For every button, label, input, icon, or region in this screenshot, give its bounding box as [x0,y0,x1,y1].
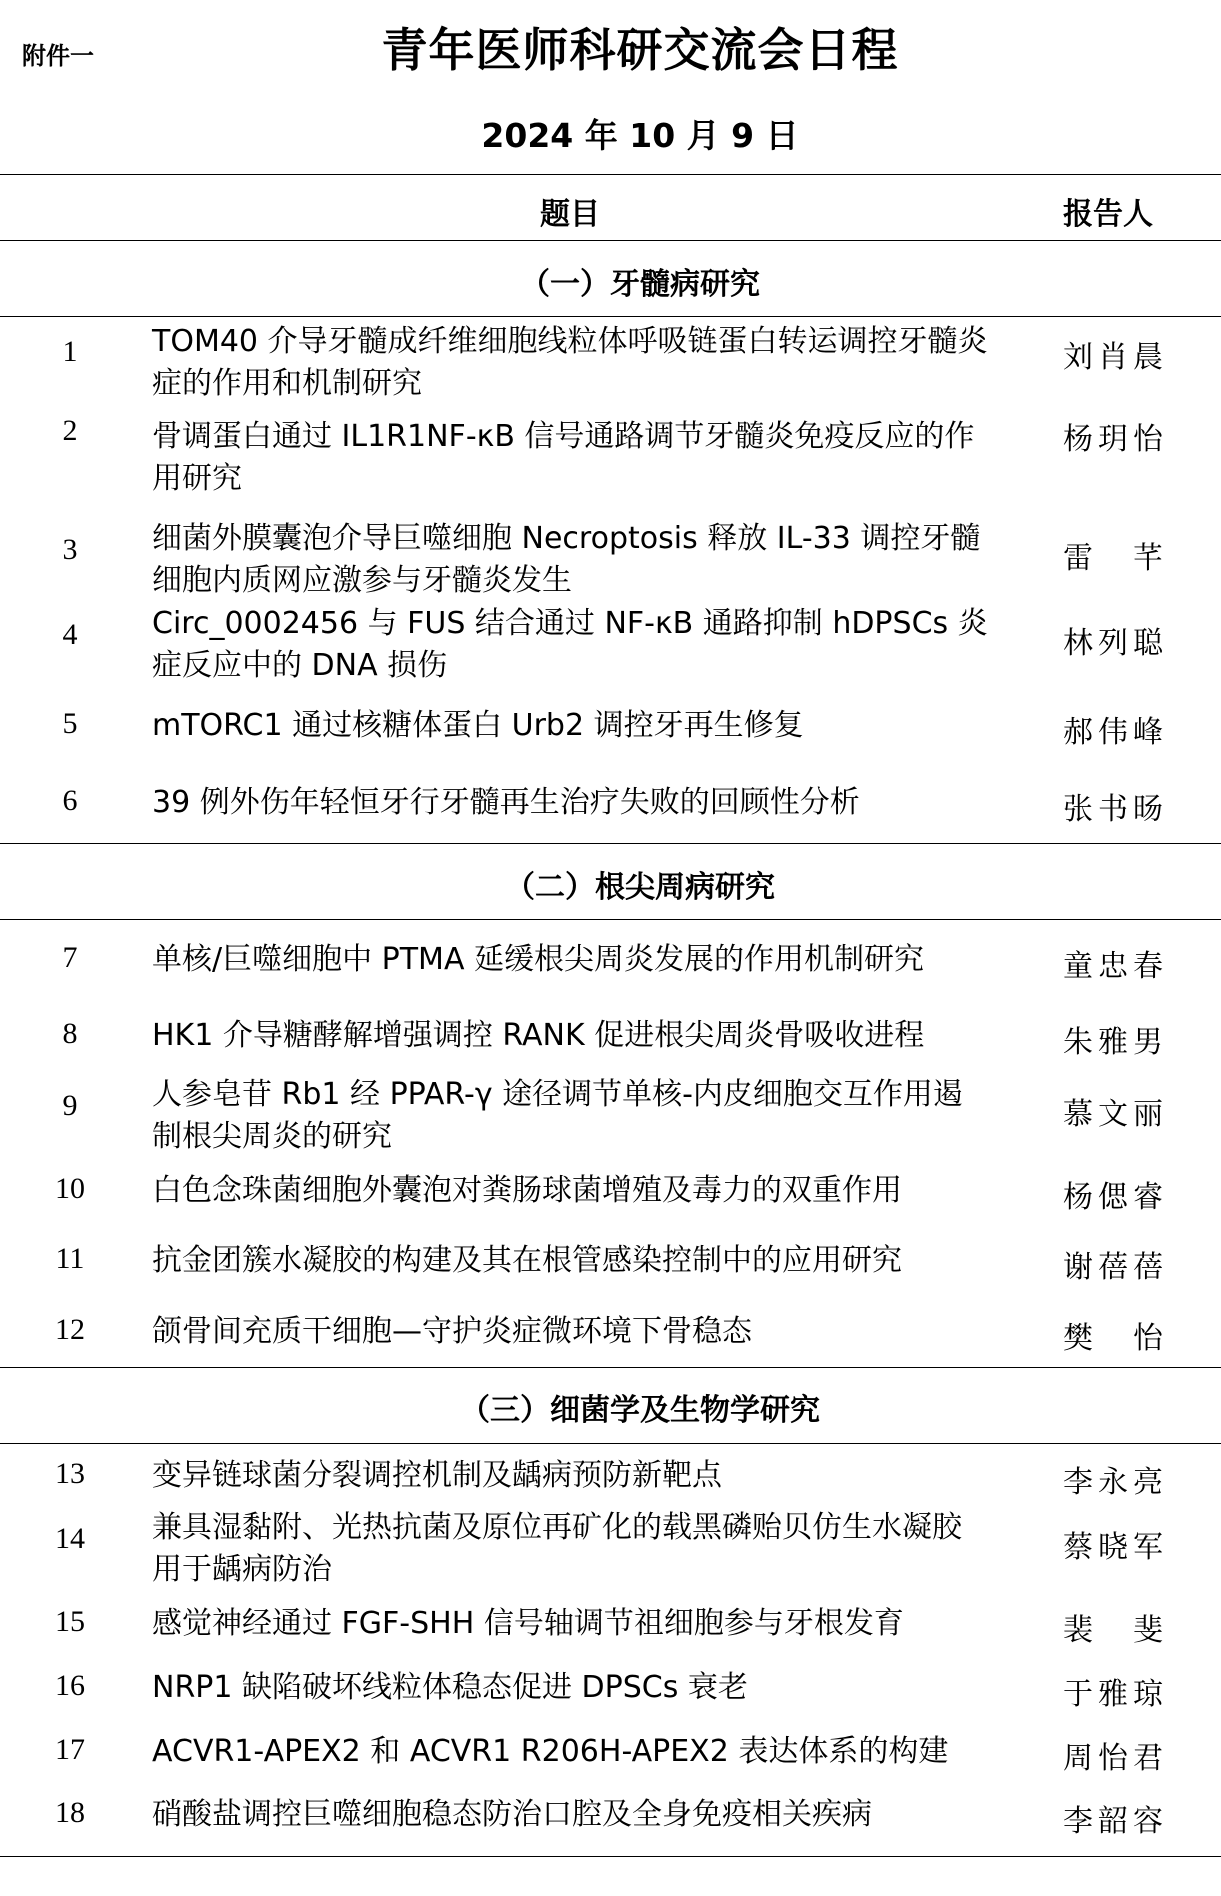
row-topic: 兼具湿黏附、光热抗菌及原位再矿化的载黑磷贻贝仿生水凝胶用于龋病防治 [152,1510,962,1587]
row-number: 11 [55,1242,85,1275]
row-topic: 白色念珠菌细胞外囊泡对粪肠球菌增殖及毒力的双重作用 [152,1173,902,1208]
row-number: 7 [62,941,78,974]
row-topic: 单核/巨噬细胞中 PTMA 延缓根尖周炎发展的作用机制研究 [152,942,925,977]
row-topic: 硝酸盐调控巨噬细胞稳态防治口腔及全身免疫相关疾病 [152,1797,872,1832]
row-reporter: 张书旸 [1063,792,1163,827]
row-reporter: 于雅琼 [1063,1677,1163,1712]
row-number: 17 [55,1733,85,1766]
row-number: 6 [62,784,78,817]
section-rule [0,919,1221,920]
row-number: 3 [62,533,78,566]
row-number: 4 [62,618,78,651]
row-reporter: 杨偲睿 [1063,1180,1163,1215]
row-topic: 感觉神经通过 FGF-SHH 信号轴调节祖细胞参与牙根发育 [152,1606,904,1641]
row-number: 12 [55,1313,85,1346]
row-reporter: 李永亮 [1063,1465,1163,1500]
row-reporter: 裴斐 [1063,1613,1163,1648]
header-bottom-rule [0,240,1221,241]
row-reporter: 谢蓓蓓 [1063,1250,1163,1285]
row-topic: 颌骨间充质干细胞—守护炎症微环境下骨稳态 [152,1314,752,1349]
row-topic: HK1 介导糖酵解增强调控 RANK 促进根尖周炎骨吸收进程 [152,1018,925,1053]
section-title: （三）细菌学及生物学研究 [460,1393,820,1428]
table-bottom-rule [0,1856,1221,1857]
header-reporter: 报告人 [1063,197,1153,232]
row-reporter: 樊怡 [1063,1321,1163,1356]
row-reporter: 朱雅男 [1063,1025,1163,1060]
row-reporter: 周怡君 [1063,1741,1163,1776]
row-reporter: 林列聪 [1063,626,1163,661]
row-number: 1 [62,335,78,368]
row-topic: Circ_0002456 与 FUS 结合通过 NF-κB 通路抑制 hDPSCs 炎症反应中的 DNA 损伤 [152,606,988,683]
section-rule [0,1367,1221,1368]
row-topic: 人参皂苷 Rb1 经 PPAR-γ 途径调节单核-内皮细胞交互作用遏制根尖周炎的研究 [152,1077,963,1154]
section-rule [0,316,1221,317]
row-number: 15 [55,1605,85,1638]
section-title: （一）牙髓病研究 [520,267,760,302]
date-line: 2024 年 10 月 9 日 [481,116,799,155]
section-rule [0,843,1221,844]
header-topic: 题目 [540,197,600,232]
row-number: 16 [55,1669,85,1702]
row-topic: 抗金团簇水凝胶的构建及其在根管感染控制中的应用研究 [152,1243,902,1278]
row-reporter: 慕文丽 [1063,1097,1163,1132]
row-number: 18 [55,1796,85,1829]
row-reporter: 刘肖晨 [1063,340,1163,375]
row-number: 13 [55,1457,85,1490]
row-topic: TOM40 介导牙髓成纤维细胞线粒体呼吸链蛋白转运调控牙髓炎症的作用和机制研究 [152,324,988,401]
row-reporter: 童忠春 [1063,949,1163,984]
row-topic: 细菌外膜囊泡介导巨噬细胞 Necroptosis 释放 IL-33 调控牙髓细胞内质网应激参与牙髓炎发生 [152,521,981,598]
row-reporter: 李韶容 [1063,1804,1163,1839]
row-number: 8 [62,1017,78,1050]
row-topic: NRP1 缺陷破坏线粒体稳态促进 DPSCs 衰老 [152,1670,748,1705]
row-number: 9 [62,1089,78,1122]
row-topic: mTORC1 通过核糖体蛋白 Urb2 调控牙再生修复 [152,708,804,743]
row-number: 2 [62,414,78,447]
row-number: 14 [55,1522,85,1555]
table-top-rule [0,174,1221,175]
row-topic: ACVR1-APEX2 和 ACVR1 R206H-APEX2 表达体系的构建 [152,1734,949,1769]
section-title: （二）根尖周病研究 [505,870,775,905]
row-topic: 39 例外伤年轻恒牙行牙髓再生治疗失败的回顾性分析 [152,785,860,820]
page-title: 青年医师科研交流会日程 [381,23,899,77]
row-topic: 骨调蛋白通过 IL1R1NF-κB 信号通路调节牙髓炎免疫反应的作用研究 [152,419,975,496]
row-reporter: 杨玥怡 [1063,422,1163,457]
row-reporter: 郝伟峰 [1063,715,1163,750]
row-topic: 变异链球菌分裂调控机制及龋病预防新靶点 [152,1458,722,1493]
row-number: 10 [55,1172,85,1205]
row-number: 5 [62,707,78,740]
section-rule [0,1443,1221,1444]
row-reporter: 蔡晓军 [1063,1530,1163,1565]
row-reporter: 雷芊 [1063,541,1163,576]
annex-label: 附件一 [22,42,94,70]
